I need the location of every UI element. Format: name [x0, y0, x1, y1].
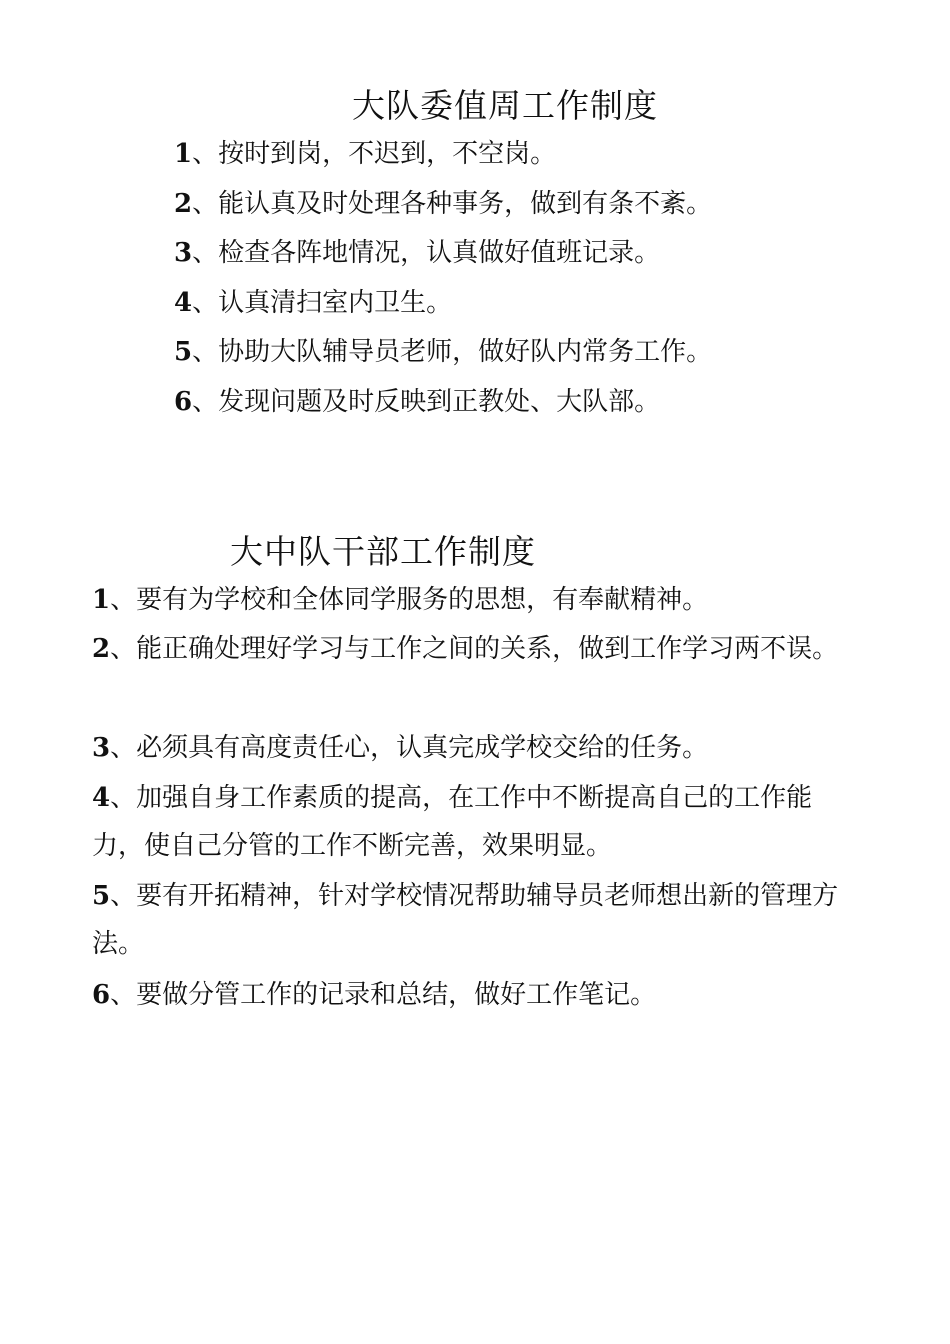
rule-item: 5、协助大队辅导员老师，做好队内常务工作。	[174, 337, 713, 367]
rule-item: 2、能正确处理好学习与工作之间的关系，做到工作学习两不误。	[92, 634, 839, 664]
rule-item: 6、发现问题及时反映到正教处、大队部。	[174, 387, 661, 417]
rule-item: 6、要做分管工作的记录和总结，做好工作笔记。	[92, 980, 657, 1010]
rule-item: 1、按时到岗，不迟到，不空岗。	[174, 139, 557, 169]
rule-item: 5、要有开拓精神，针对学校情况帮助辅导员老师想出新的管理方法。	[92, 881, 839, 959]
rule-item: 3、必须具有高度责任心，认真完成学校交给的任务。	[92, 733, 709, 763]
page-title: 大队委值周工作制度	[352, 86, 658, 125]
rule-item: 1、要有为学校和全体同学服务的思想，有奉献精神。	[92, 585, 709, 615]
rule-item: 4、认真清扫室内卫生。	[174, 288, 453, 318]
section-title: 大中队干部工作制度	[230, 532, 536, 571]
rule-item: 3、检查各阵地情况，认真做好值班记录。	[174, 238, 661, 268]
rule-item: 4、加强自身工作素质的提高，在工作中不断提高自己的工作能力，使自己分管的工作不断完善，效果明显。	[92, 783, 813, 861]
rule-item: 2、能认真及时处理各种事务，做到有条不紊。	[174, 189, 713, 219]
